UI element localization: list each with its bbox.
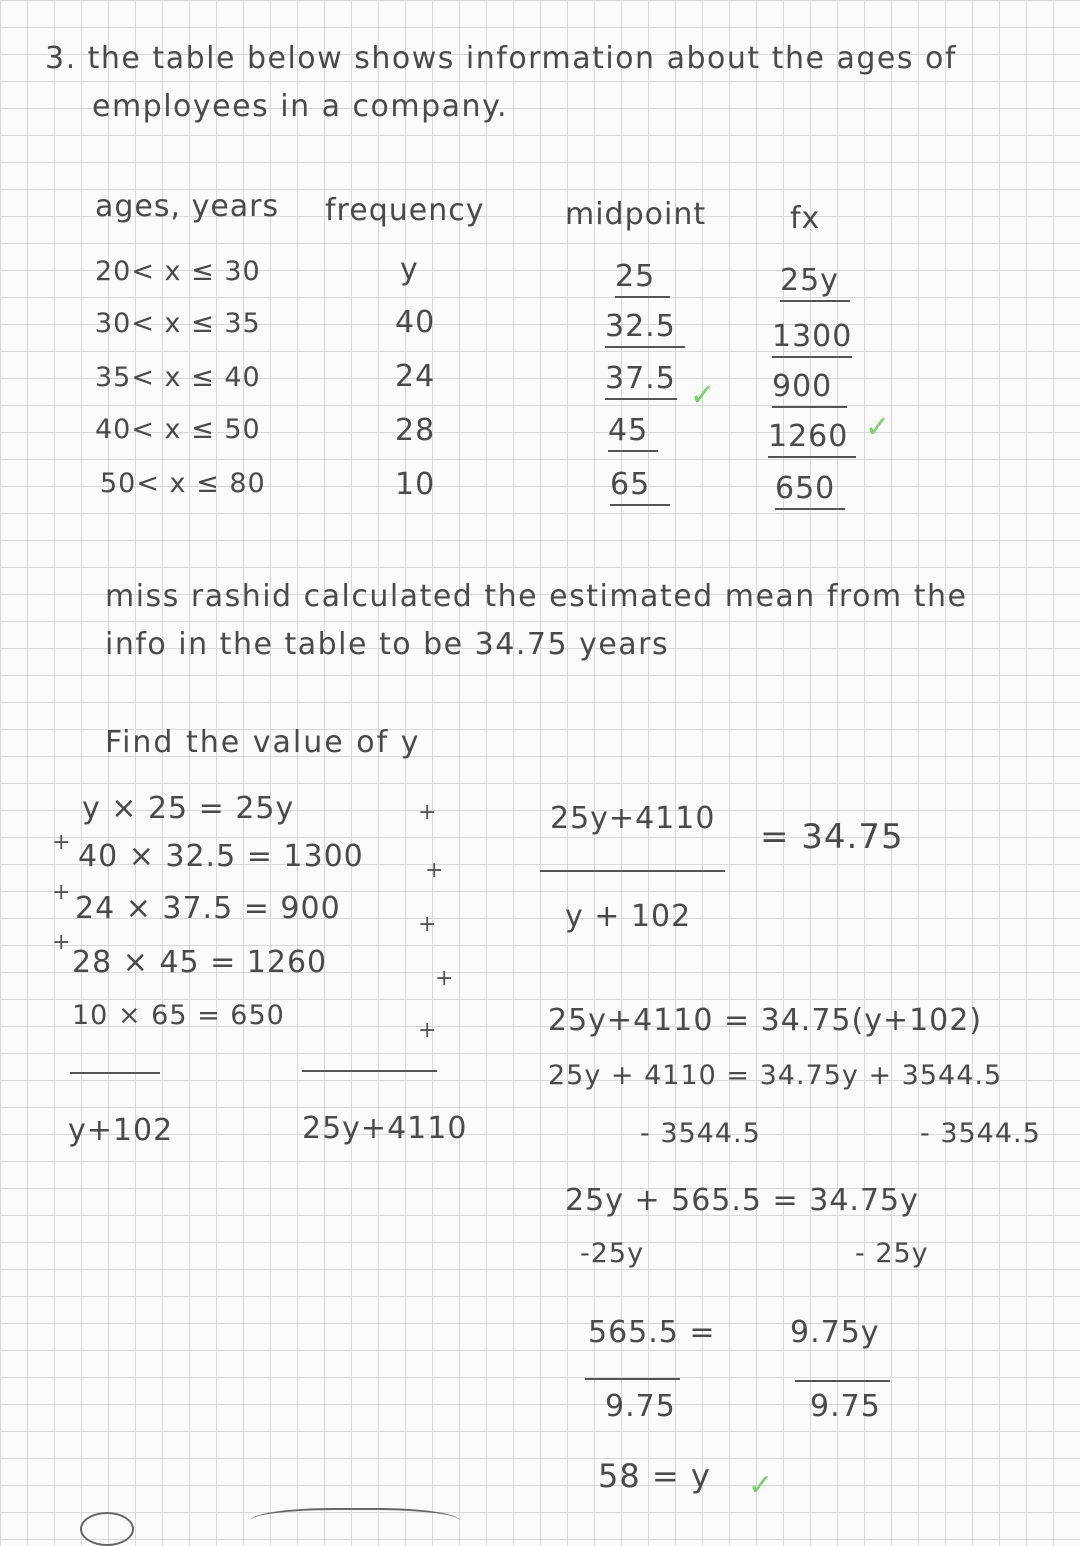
step-6-left: 565.5 =	[588, 1315, 716, 1350]
working-line-1: y × 25 = 25y	[82, 791, 295, 826]
plus-sign: +	[418, 1018, 437, 1043]
plus-sign: +	[435, 966, 454, 991]
question-line-1: 3. the table below shows information about the ages of	[45, 41, 957, 76]
header-midpoint: midpoint	[565, 197, 707, 232]
freq-row-2: 40	[395, 305, 436, 340]
tick-mark: ✓	[865, 410, 891, 445]
question-line-2: employees in a company.	[92, 89, 509, 124]
plus-sign: +	[52, 880, 71, 905]
sum-line	[302, 1070, 437, 1072]
working-line-5: 10 × 65 = 650	[72, 1000, 285, 1031]
mid-row-3: 37.5	[605, 364, 677, 400]
partial-scribble	[250, 1508, 460, 1540]
tick-mark: ✓	[690, 378, 716, 413]
step-6-right: 9.75y	[790, 1315, 880, 1350]
fraction-bar	[540, 870, 725, 872]
equals-mean: = 34.75	[760, 817, 904, 857]
sum-frequency: y+102	[68, 1113, 174, 1148]
age-row-2: 30< x ≤ 35	[95, 308, 261, 339]
step-2: 25y + 4110 = 34.75y + 3544.5	[548, 1060, 1003, 1091]
tick-mark: ✓	[748, 1468, 774, 1503]
plus-sign: +	[418, 912, 437, 937]
freq-row-1: y	[400, 252, 419, 287]
fraction-denominator: y + 102	[565, 899, 692, 934]
header-ages: ages, years	[95, 189, 280, 224]
step-1: 25y+4110 = 34.75(y+102)	[548, 1003, 983, 1038]
step-4: 25y + 565.5 = 34.75y	[565, 1183, 919, 1218]
header-frequency: frequency	[325, 193, 485, 228]
working-line-3: 24 × 37.5 = 900	[75, 891, 341, 926]
step-3-right: - 3544.5	[920, 1118, 1041, 1149]
divisor-right: 9.75	[810, 1389, 881, 1424]
fx-row-3: 900	[772, 372, 847, 408]
division-bar	[585, 1378, 680, 1380]
sum-line	[70, 1072, 160, 1074]
age-row-4: 40< x ≤ 50	[95, 414, 261, 445]
divisor-left: 9.75	[605, 1389, 676, 1424]
step-5-left: -25y	[580, 1238, 645, 1269]
freq-row-5: 10	[395, 467, 436, 502]
step-5-right: - 25y	[855, 1238, 929, 1269]
working-line-4: 28 × 45 = 1260	[72, 945, 328, 980]
fx-row-5: 650	[775, 474, 845, 510]
mid-row-4: 45	[608, 416, 658, 452]
step-3-left: - 3544.5	[640, 1118, 761, 1149]
fraction-numerator: 25y+4110	[550, 801, 716, 836]
task-text: Find the value of y	[105, 725, 421, 760]
plus-sign: +	[52, 830, 71, 855]
age-row-3: 35< x ≤ 40	[95, 362, 261, 393]
mid-row-2: 32.5	[605, 312, 685, 348]
plus-sign: +	[418, 800, 437, 825]
statement-line-1: miss rashid calculated the estimated mean from the	[105, 579, 968, 614]
plus-sign: +	[425, 858, 444, 883]
sum-fx: 25y+4110	[302, 1111, 468, 1146]
answer: 58 = y	[598, 1457, 711, 1495]
working-line-2: 40 × 32.5 = 1300	[78, 839, 364, 874]
age-row-5: 50< x ≤ 80	[100, 468, 266, 499]
fx-row-4: 1260	[768, 422, 856, 458]
fx-row-1: 25y	[780, 266, 850, 302]
plus-sign: +	[52, 930, 71, 955]
statement-line-2: info in the table to be 34.75 years	[105, 627, 670, 662]
division-bar	[795, 1380, 890, 1382]
mid-row-5: 65	[610, 470, 670, 506]
fx-row-2: 1300	[772, 322, 852, 358]
partial-scribble	[80, 1512, 134, 1546]
header-fx: fx	[790, 201, 821, 236]
freq-row-3: 24	[395, 359, 436, 394]
age-row-1: 20< x ≤ 30	[95, 256, 261, 287]
freq-row-4: 28	[395, 413, 436, 448]
mid-row-1: 25	[615, 262, 670, 298]
